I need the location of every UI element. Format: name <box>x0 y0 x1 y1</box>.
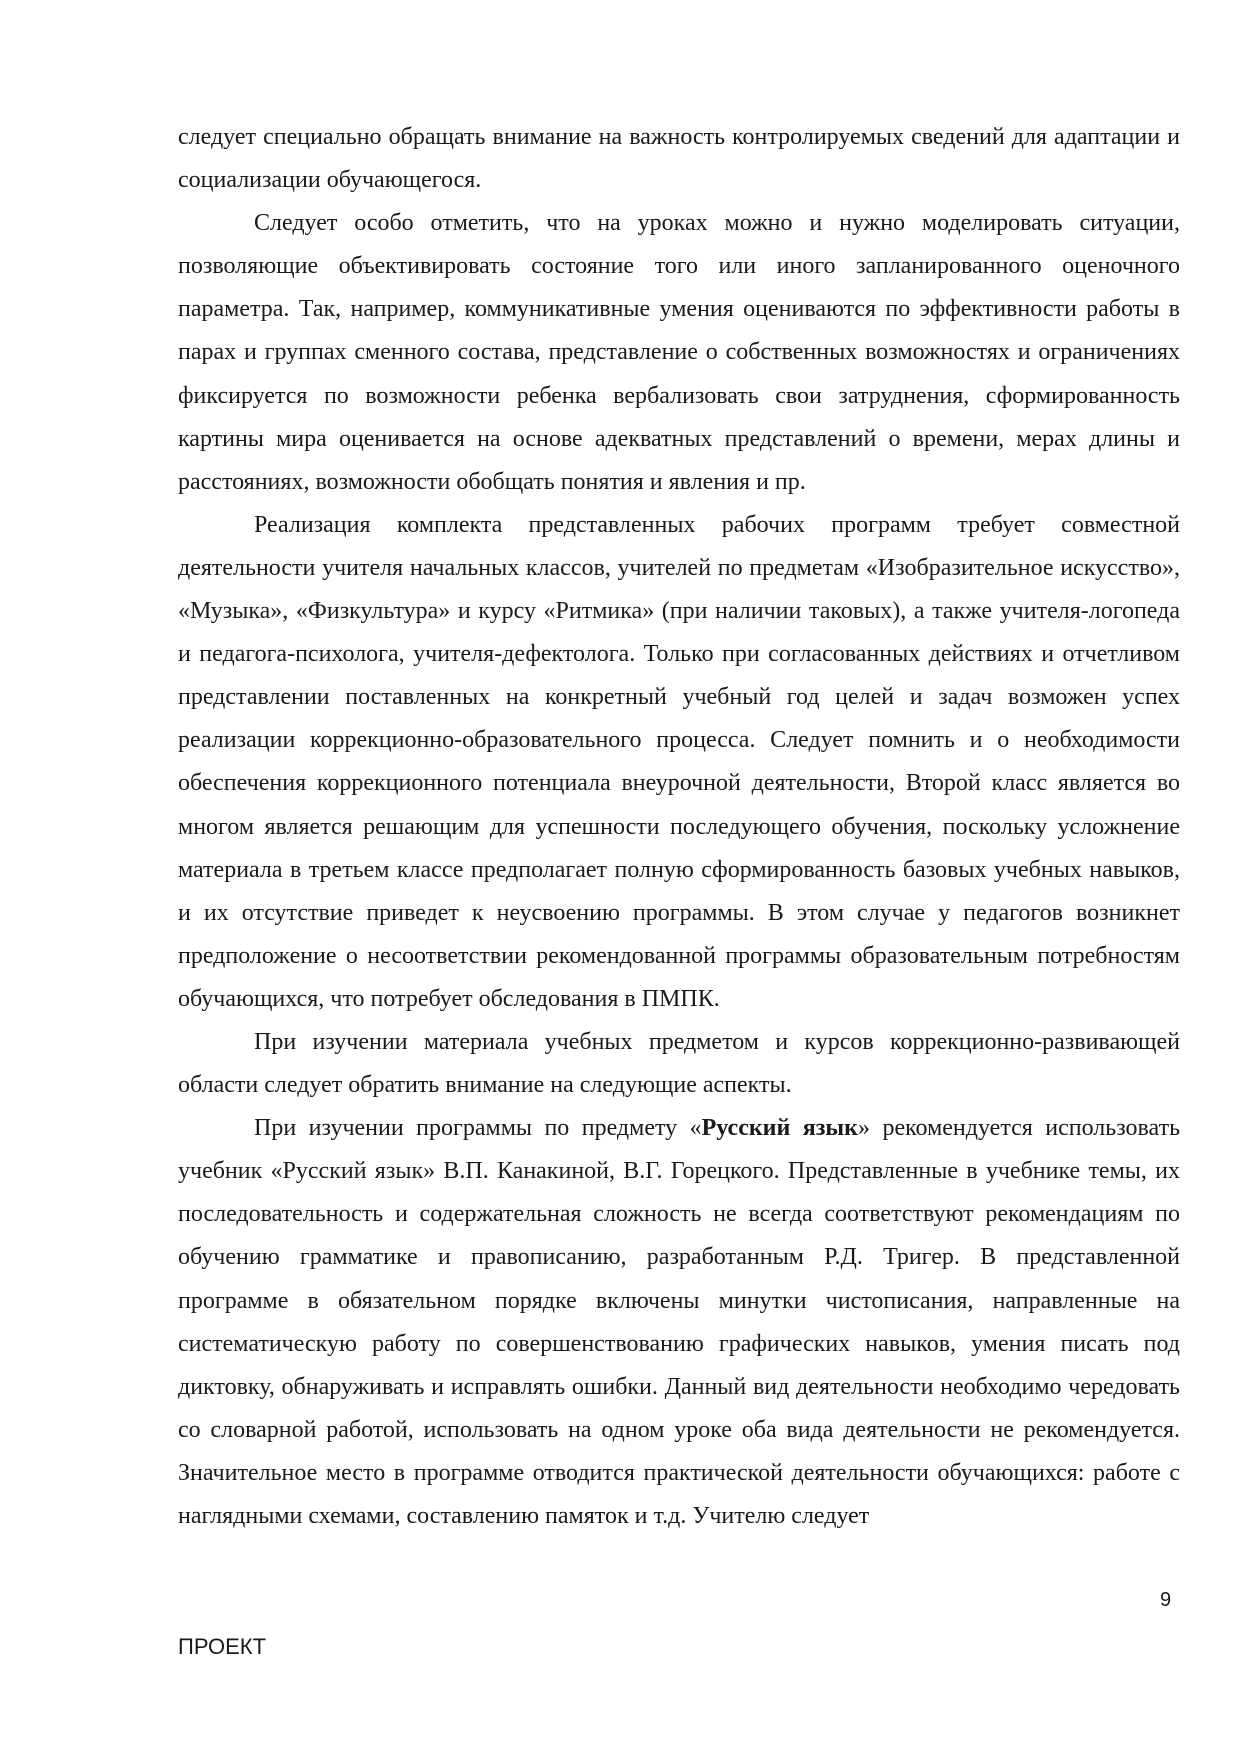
paragraph: Следует особо отметить, что на уроках можно и нужно моделировать ситуации, позволяющие объективировать состояние того или иного запланированного оценочного параметра. Так, например, коммуникативные умения оцениваются по эффективности работы в парах и группах сменного состава, представление о собственных возможностях и ограничениях фиксируется по возможности ребенка вербализовать свои затруднения, сформированность картины мира оценивается на основе адекватных представлений о времени, мерах длины и расстояниях, возможности обобщать понятия и явления и пр. <box>178 210 1180 495</box>
paragraph: Реализация комплекта представленных рабочих программ требует совместной деятельности учителя начальных классов, учителей по предметам «Изобразительное искусство», «Музыка», «Физкультура» и курсу «Ритмика» (при наличии таковых), а также учителя-логопеда и педагога-психолога, учителя-дефектолога. Только при согласованных действиях и отчетливом представлении поставленных на конкретный учебный год целей и задач возможен успех реализации коррекционно-образовательного процесса. Следует помнить и о необходимости обеспечения коррекционного потенциала внеурочной деятельности, Второй класс является во многом является решающим для успешности последующего обучения, поскольку усложнение материала в третьем классе предполагает полную сформированность базовых учебных навыков, и их отсутствие приведет к неусвоению программы. В этом случае у педагогов возникнет предположение о несоответствии рекомендованной программы образовательным потребностям обучающихся, что потребует обследования в ПМПК. <box>178 511 1180 1012</box>
paragraph-text: При изучении программы по предмету « <box>254 1115 702 1142</box>
paragraph: следует специально обращать внимание на важность контролируемых сведений для адаптации и социализации обучающегося. <box>178 124 1180 194</box>
paragraph-text: » рекомендуется использовать учебник «Русский язык» В.П. Канакиной, В.Г. Горецкого. Представленные в учебнике темы, их последовательность и содержательная сложность не всегда соответствуют рекомендациям по обучению грамматике и правописанию, разработанным Р.Д. Тригер. В представленной программе в обязательном порядке включены минутки чистописания, направленные на систематическую работу по совершенствованию графических навыков, умения писать под диктовку, обнаруживать и исправлять ошибки. Данный вид деятельности необходимо чередовать со словарной работой, использовать на одном уроке оба вида деятельности не рекомендуется. Значительное место в программе отводится практической деятельности обучающихся: работе с наглядными схемами, составлению памяток и т.д. Учителю следует <box>178 1115 1181 1529</box>
paragraph: При изучении материала учебных предметом и курсов коррекционно-развивающей области следует обратить внимание на следующие аспекты. <box>178 1028 1180 1099</box>
subject-name: Русский язык <box>701 1115 858 1142</box>
project-label: ПРОЕКТ <box>178 1634 267 1659</box>
page-number: 9 <box>1160 1589 1172 1611</box>
body-text <box>178 116 1180 1538</box>
paragraph <box>178 1107 1180 1538</box>
